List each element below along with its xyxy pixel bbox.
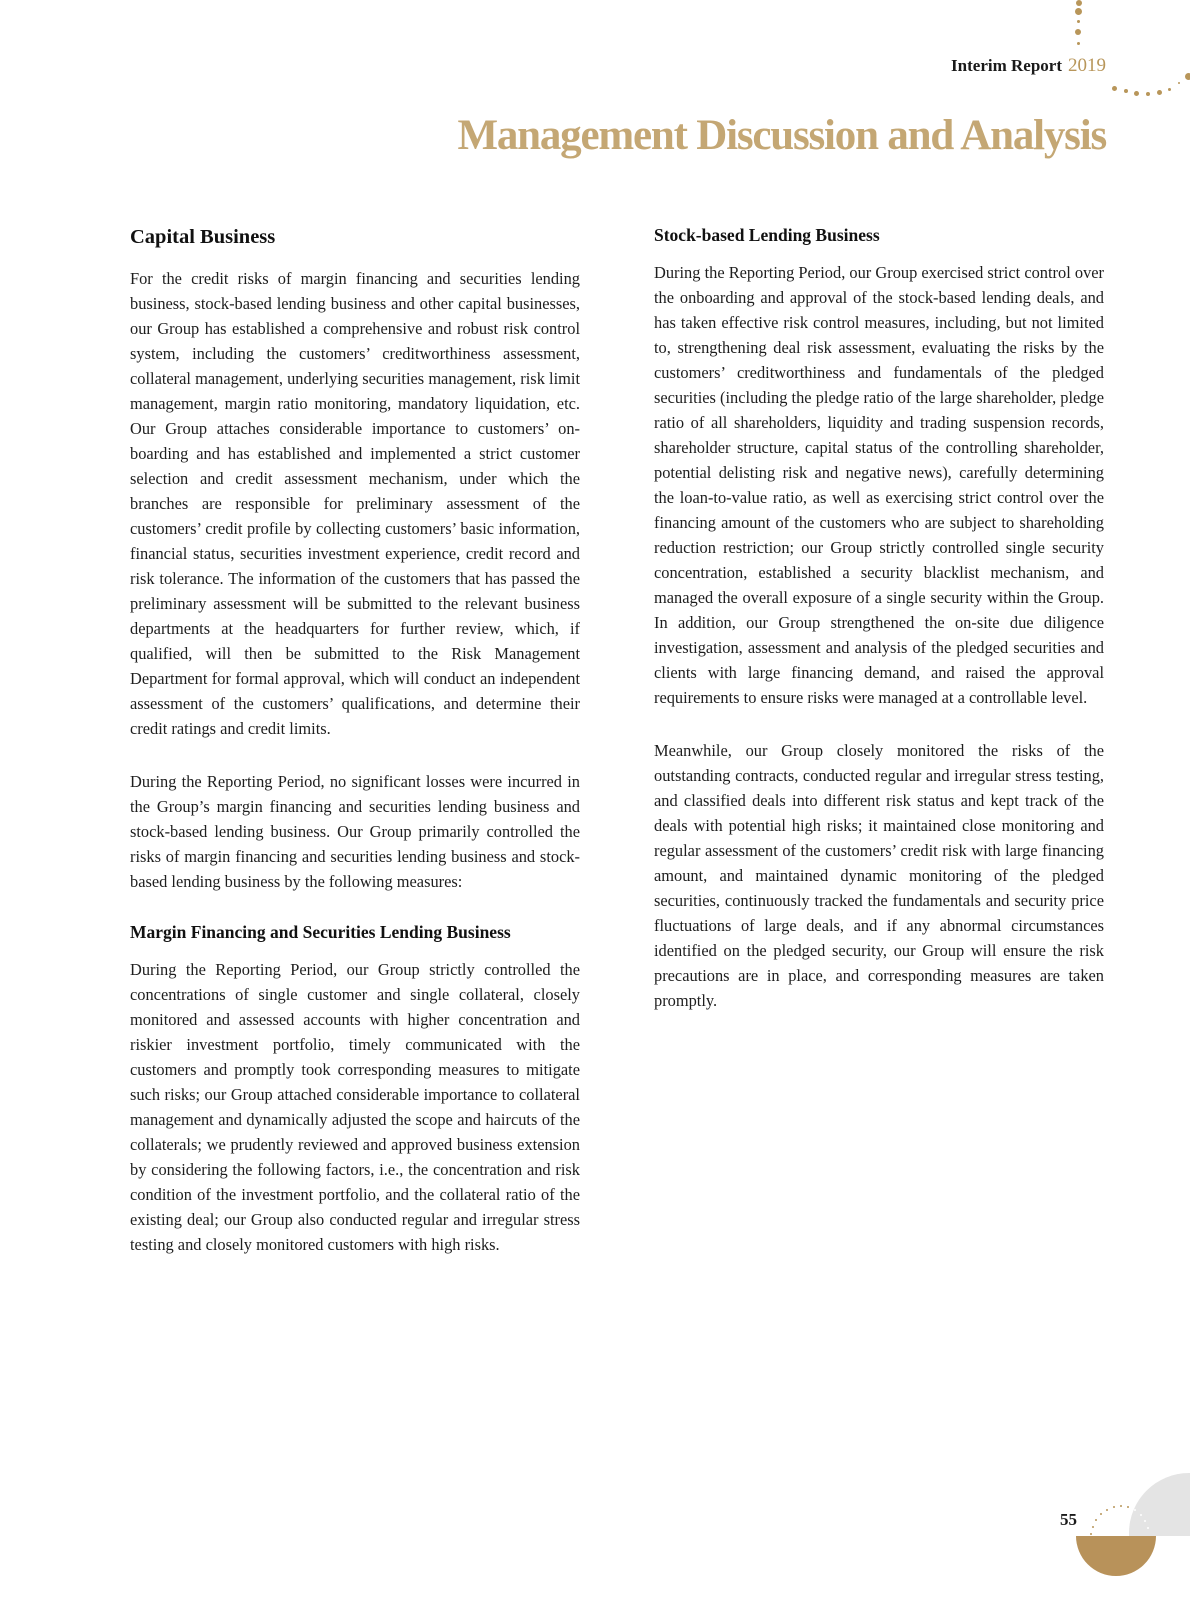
page-title: Management Discussion and Analysis <box>457 112 1106 159</box>
section-title-margin-financing: Margin Financing and Securities Lending Business <box>130 921 511 942</box>
report-label: Interim Report <box>951 56 1062 75</box>
page-number: 55 <box>1060 1510 1077 1529</box>
grey-semicircle-decoration <box>1129 1473 1190 1593</box>
paragraph: Meanwhile, our Group closely monitored the risks of the outstanding contracts, conducted regular and irregular stress testing, and classified deals into different risk status and kept track of the deals with potential high risks; it maintained close monitoring and regular assessment of the customers’ credit risk with large financing amount, and maintained dynamic monitoring of the pledged securities, continuously tracked the fundamentals and security price fluctuations of large deals, and if any abnormal circumstances identified on the pledged security, our Group will ensure the risk precautions are in place, and corresponding measures are taken promptly. <box>654 741 1104 1010</box>
paragraph: During the Reporting Period, our Group strictly controlled the concentrations of single customer and single collateral, closely monitored and assessed accounts with higher concentration and riskier investment portfolio, timely communicated with the customers and promptly took corresponding measures to mitigate such risks; our Group attached considerable importance to collateral management and dynamically adjusted the scope and haircuts of the collaterals; we prudently reviewed and approved business extension by considering the following factors, i.e., the concentration and risk condition of the investment portfolio, and the collateral ratio of the existing deal; our Group also conducted regular and irregular stress testing and closely monitored customers with high risks. <box>130 959 580 1254</box>
report-header <box>951 55 1106 77</box>
section-title-capital-business: Capital Business <box>130 226 276 248</box>
right-column <box>654 225 1104 1041</box>
capital-business-section <box>130 225 580 894</box>
section-title-stock-based-lending: Stock-based Lending Business <box>654 225 880 245</box>
left-column <box>130 225 580 1285</box>
paragraph: During the Reporting Period, no significant losses were incurred in the Group’s margin financing and securities lending business and stock-based lending business. Our Group primarily controlled the risks of margin financing and securities lending business and stock-based lending business by the following measures: <box>130 771 580 891</box>
margin-financing-section <box>130 922 580 1257</box>
report-year: 2019 <box>1068 55 1106 76</box>
paragraph: For the credit risks of margin financing and securities lending business, stock-based lending business and other capital businesses, our Group has established a comprehensive and robust risk control system, including the customers’ creditworthiness assessment, collateral management, underlying securities management, risk limit management, margin ratio monitoring, mandatory liquidation, etc. Our Group attaches considerable importance to customers’ on-boarding and has established and implemented a strict customer selection and credit assessment mechanism, under which the branches are responsible for preliminary assessment of the customers’ credit profile by collecting customers’ basic information, financial status, securities investment experience, credit record and risk tolerance. The information of the customers that has passed the preliminary assessment will be submitted to the relevant business departments at the headquarters for further review, which, if qualified, will then be submitted to the Risk Management Department for formal approval, which will conduct an independent assessment of the customers’ qualifications, and determine their credit ratings and credit limits. <box>130 268 580 738</box>
stock-based-lending-section <box>654 225 1104 1013</box>
paragraph: During the Reporting Period, our Group exercised strict control over the onboarding and approval of the stock-based lending deals, and has taken effective risk control measures, including, but not limited to, strengthening deal risk assessment, evaluating the risks by the customers’ creditworthiness and fundamentals of the pledged securities (including the pledge ratio of the large shareholder, pledge ratio of all shareholders, liquidity and trading suspension records, shareholder structure, capital status of the controlling shareholder, potential delisting risk and negative news), carefully determining the loan-to-value ratio, as well as exercising strict control over the financing amount of the customers who are subject to shareholding reduction restriction; our Group strictly controlled single security concentration, established a security blacklist mechanism, and managed the overall exposure of a single security within the Group. In addition, our Group strengthened the on-site due diligence investigation, assessment and analysis of the pledged securities and clients with large financing demand, and raised the approval requirements to ensure risks were managed at a controllable level. <box>654 263 1104 707</box>
gold-half-disc-decoration <box>1076 1536 1156 1576</box>
